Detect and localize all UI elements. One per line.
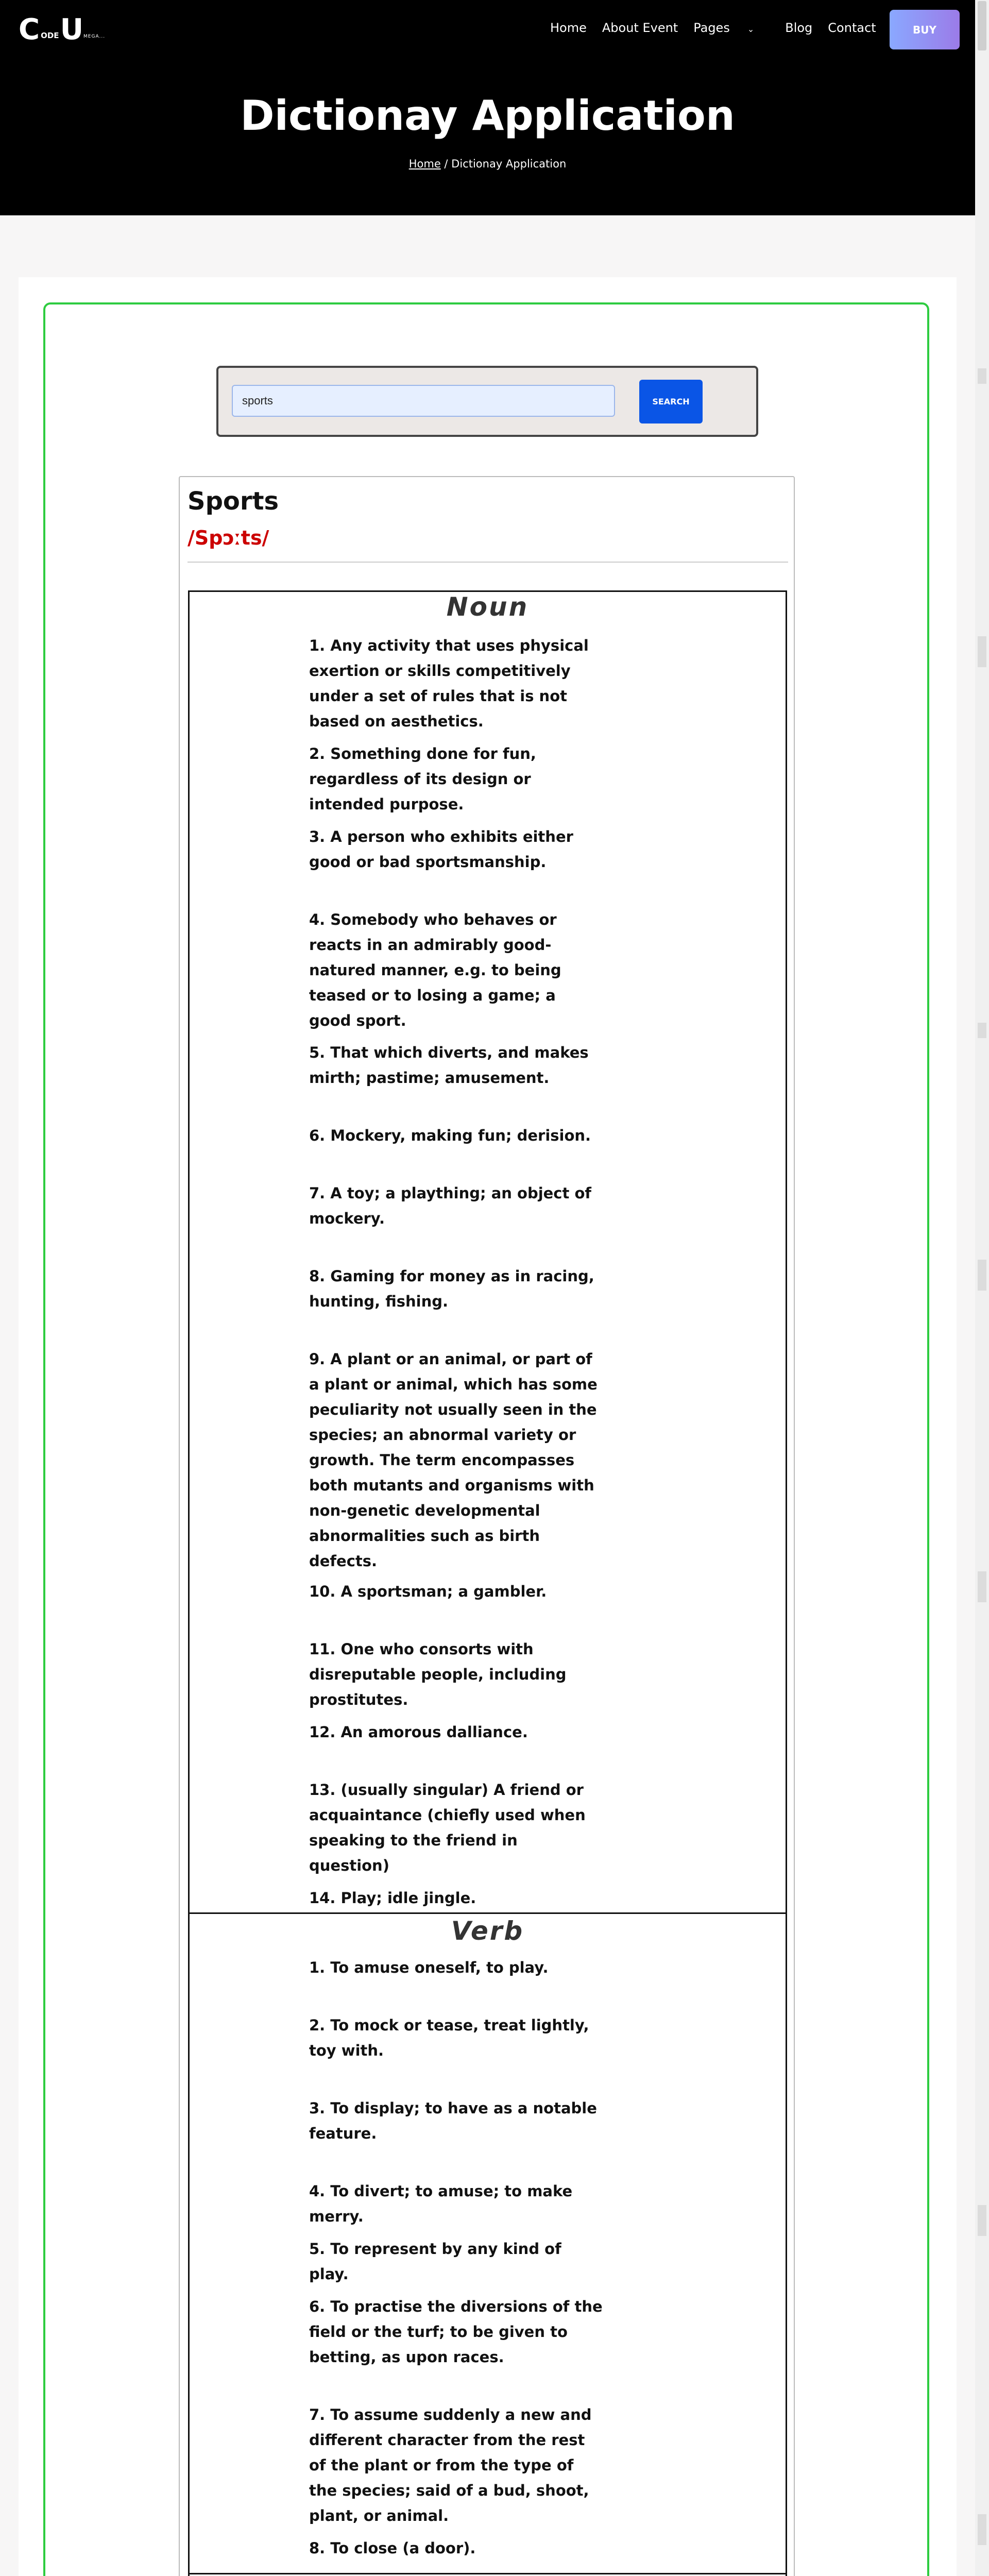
definition-item: 8. To close (a door). [309,2539,476,2557]
definition-item: 3. A person who exhibits either good or bad sportsmanship. [309,828,573,871]
scrollbar-marker [978,1571,986,1602]
hero-header [0,0,975,215]
definition-item: 14. Play; idle jingle. [309,1889,476,1907]
definition-item: 12. An amorous dalliance. [309,1723,528,1741]
nav-contact[interactable]: Contact [828,21,876,35]
part-of-speech-label: Verb [451,1916,524,1946]
logo-letter-u: U [60,13,84,46]
definition-item: 10. A sportsman; a gambler. [309,1583,547,1600]
nav-pages-label: Pages [693,21,730,35]
logo-letter-c: C [19,13,40,46]
search-button[interactable]: SEARCH [639,380,703,423]
scrollbar-marker [978,2205,986,2236]
scrollbar-marker [978,1260,986,1291]
buy-button[interactable]: BUY [890,10,960,49]
nav-pages[interactable] [693,21,770,35]
scrollbar-marker [978,636,986,667]
breadcrumb [0,158,975,170]
definition-item: 5. To represent by any kind of play. [309,2240,561,2283]
definition-item: 2. Something done for fun, regardless of its design or intended purpose. [309,745,536,813]
verb-section [188,1912,787,2574]
definition-item: 7. To assume suddenly a new and different character from the rest of the plant or from the type of the species; said of a bud, shoot, plant, or animal. [309,2406,592,2524]
definition-item: 9. A plant or an animal, or part of a plant or animal, which has some peculiarity not usually seen in the species; an abnormal variety or growth. The term encompasses both mutants and organisms with non-genetic developmental abnormalities such as birth defects. [309,1350,598,1570]
result-word: Sports [187,487,279,516]
scrollbar-marker [978,1023,986,1038]
chevron-down-icon: ⌄ [747,24,755,34]
breadcrumb-separator: / [440,158,452,170]
logo-text-mega: MEGA... [83,34,106,39]
definition-item: 6. To practise the diversions of the field or the turf; to be given to betting, as upon races. [309,2298,603,2366]
definition-item: 4. Somebody who behaves or reacts in an admirably good-natured manner, e.g. to being teased or to losing a game; a good sport. [309,911,561,1029]
logo-text-ode: ODE [41,31,59,40]
definition-item: 4. To divert; to amuse; to make merry. [309,2182,573,2225]
scrollbar-thumb[interactable] [978,1,986,50]
definition-item: 1. Any activity that uses physical exertion or skills competitively under a set of rules that is not based on aesthetics. [309,637,589,730]
divider [187,562,788,563]
verb-section [188,2573,787,2576]
definition-item: 5. That which diverts, and makes mirth; pastime; amusement. [309,1044,589,1087]
definition-item: 1. To amuse oneself, to play. [309,1959,549,1976]
definition-item: 11. One who consorts with disreputable people, including prostitutes. [309,1640,567,1708]
part-of-speech-label: Noun [446,592,529,622]
nav-blog[interactable]: Blog [785,21,813,35]
site-logo[interactable] [19,15,105,44]
definition-item: 13. (usually singular) A friend or acquaintance (chiefly used when speaking to the friend in question) [309,1781,586,1874]
definition-item: 2. To mock or tease, treat lightly, toy with. [309,2016,589,2059]
main-nav [550,21,892,35]
result-phonetic: /Spɔːts/ [187,527,269,549]
noun-section [188,590,787,1914]
definition-item: 8. Gaming for money as in racing, hunting, fishing. [309,1267,594,1310]
nav-home[interactable]: Home [550,21,587,35]
breadcrumb-home-link[interactable]: Home [408,158,441,170]
scrollbar-marker [978,2514,986,2545]
definition-item: 6. Mockery, making fun; derision. [309,1127,591,1144]
breadcrumb-current: Dictionay Application [451,158,567,170]
definition-item: 7. A toy; a plaything; an object of mockery. [309,1184,591,1227]
page-title: Dictionay Application [240,92,735,140]
scrollbar-marker [978,368,986,384]
definition-item: 3. To display; to have as a notable feature. [309,2099,597,2142]
nav-about-event[interactable]: About Event [602,21,678,35]
search-input[interactable] [232,385,615,417]
